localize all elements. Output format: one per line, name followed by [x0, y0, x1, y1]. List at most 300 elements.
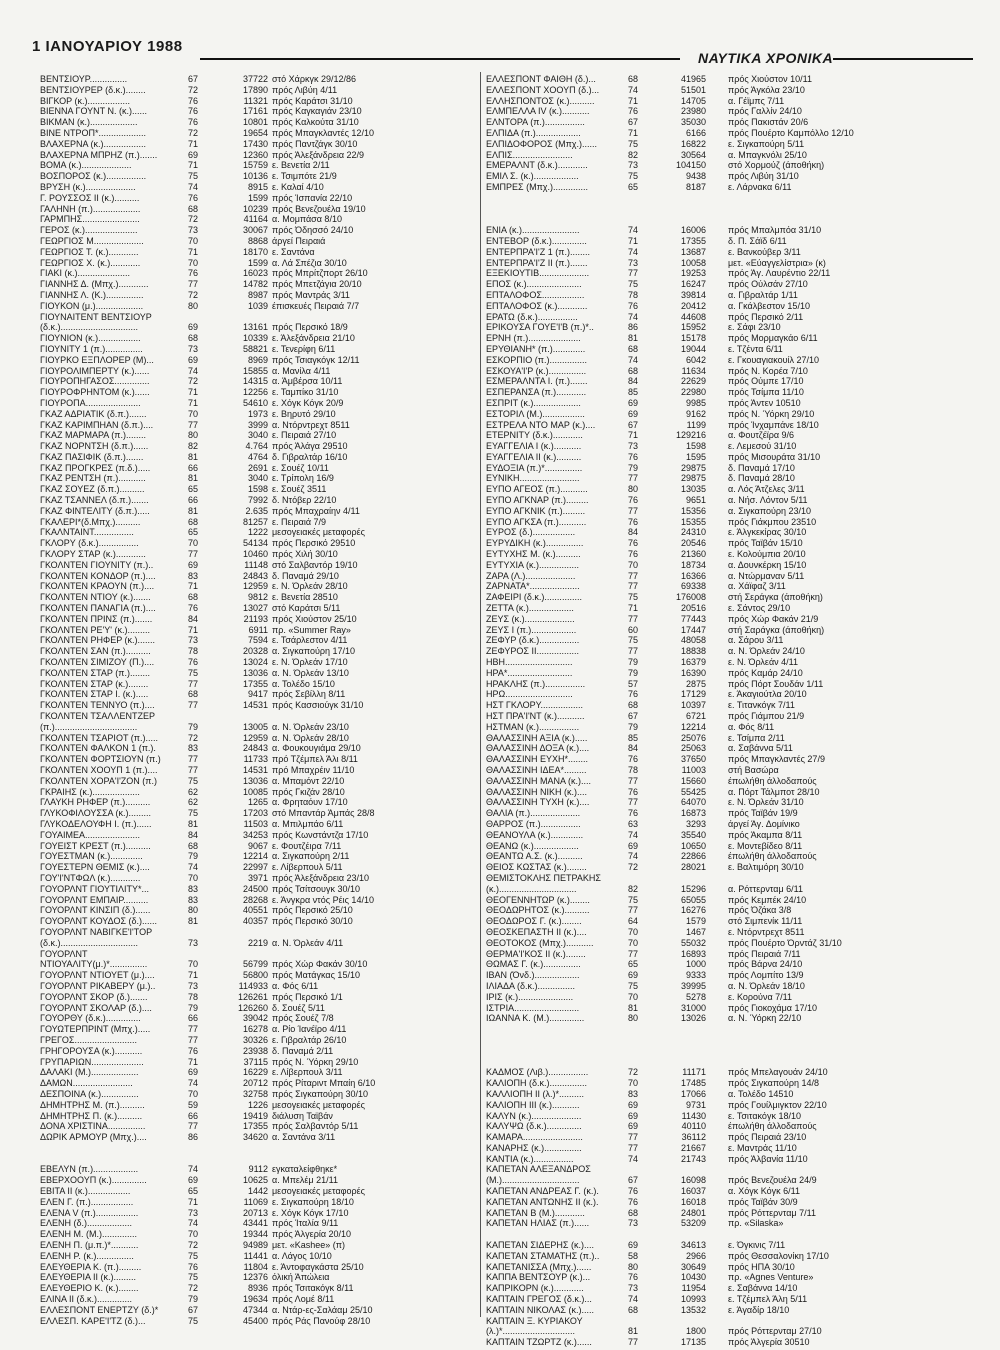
- tonnage: 37115: [243, 1056, 268, 1067]
- build-year: 73: [628, 1218, 639, 1229]
- ship-name: ΓΕΩΡΓΙΟΣ Χ. (κ.)............: [40, 257, 141, 268]
- ship-row: [486, 841, 981, 852]
- ship-position: ε. Σαντάνα: [272, 246, 315, 257]
- ship-name: ΓΡΥΠΑΡΙΩΝ.....................: [40, 1056, 144, 1067]
- build-year: 72: [188, 732, 199, 743]
- ship-row: [40, 905, 470, 916]
- ship-row: [40, 117, 470, 128]
- ship-name: ΕΛΛΕΣΠΟΝΤ ΕΝΕΡΤΖΥ (δ.)*: [40, 1304, 159, 1315]
- tonnage: 4.764: [245, 441, 268, 452]
- tonnage: 24500: [242, 883, 268, 894]
- ship-position: μετ. «Εύαγγελίστρια» (κ): [728, 257, 826, 268]
- ship-name: ΘΕΜΙΣΤΟΚΛΗΣ ΠΕΤΡΑΚΗΣ: [486, 872, 601, 883]
- tonnage: 13005: [242, 721, 268, 732]
- build-year: 77: [188, 1034, 199, 1045]
- build-year: 84: [188, 829, 199, 840]
- ship-name: ΚΑΔΜΟΣ (Λιβ.)................: [486, 1067, 589, 1078]
- ship-row: [486, 312, 981, 323]
- tonnage: 9162: [685, 408, 706, 419]
- ship-name: ΘΕΑΝΩ (κ.)..................: [486, 840, 579, 851]
- tonnage: 15296: [680, 883, 706, 894]
- ship-position: α. Σιγκαπούρη 17/10: [272, 646, 356, 657]
- ship-row: [40, 1100, 470, 1111]
- spacer: [486, 1024, 981, 1035]
- ship-name: ΚΑΠΕΤΑΝ ΑΛΕΞΑΝΔΡΟΣ: [486, 1164, 591, 1175]
- ship-row: [40, 1229, 470, 1240]
- ship-name: ΓΚΑΛΕΡΙ*(δ.Μπχ.)..........: [40, 516, 141, 527]
- ship-position: μετ. «Kashee» (π): [272, 1240, 345, 1251]
- build-year: 74: [188, 1164, 199, 1175]
- build-year: 69: [628, 840, 639, 851]
- ship-position: πρός Άλάγα 29510: [272, 441, 348, 452]
- ship-position: ε. Γκουαγιακουίλ 27/10: [728, 354, 820, 365]
- ship-row: [40, 1262, 470, 1273]
- tonnage: 41965: [680, 74, 706, 84]
- tonnage: 129216: [675, 430, 706, 441]
- tonnage: 13026: [680, 1013, 706, 1024]
- ship-position: ε. Βενετία 2/11: [272, 160, 330, 171]
- ship-name: ΕΛΛΕΣΠ. ΚΑΡΕ'Ι'ΤΖ (δ.)...: [40, 1315, 146, 1326]
- ship-name: ΓΚΟΛΝΤΕΝ ΣΤΑΡ (π.)........: [40, 667, 150, 678]
- build-year: 75: [188, 1250, 199, 1261]
- ship-name: (κ.)...............................: [486, 883, 577, 894]
- ship-name: ΕΛΝΤΟΡΑ (π.)................: [486, 117, 585, 128]
- ship-position: ε. Σουέζ 3511: [272, 484, 327, 495]
- ship-position: πρός Πειραιά 7/11: [728, 948, 801, 959]
- ship-row: [486, 1305, 981, 1316]
- tonnage: 37722: [242, 74, 268, 84]
- ship-row: [486, 657, 981, 668]
- ship-name: ΗΣΤ ΠΡΑ'Ι'ΝΤ (κ.)...........: [486, 711, 585, 722]
- build-year: 70: [628, 1078, 639, 1089]
- build-year: 72: [628, 862, 639, 873]
- ship-position: α. Ν. Όρλεάν 23/10: [272, 721, 349, 732]
- tonnage: 45400: [242, 1315, 268, 1326]
- ship-name: ΕΣΠΡΙΤ (κ.)...................: [486, 397, 581, 408]
- ship-name: ΓΚΑΖ ΡΕΝΤΣΗ (π.)...........: [40, 473, 146, 484]
- ship-position: α. Γκάλβεστον 15/10: [728, 300, 810, 311]
- build-year: 76: [628, 538, 639, 549]
- tonnage: 3999: [247, 419, 268, 430]
- build-year: 58: [628, 1250, 639, 1261]
- ship-position: πρός Ράς Πανούφ 28/10: [272, 1315, 371, 1326]
- ship-name: ΕΡΑΤΩ (δ.κ.)................: [486, 311, 578, 322]
- build-year: 81: [188, 818, 199, 829]
- ship-position: πρός Ματάγκας 15/10: [272, 970, 360, 981]
- ship-name: ΓΚΟΛΝΤΕΝ ΤΣΑΡΙΟΤ (π.).....: [40, 732, 158, 743]
- ship-row: [486, 1218, 981, 1229]
- ship-name: ΚΑΛΙΟΠΗ ΙΙΙ (κ.)...........: [486, 1099, 580, 1110]
- ship-row: [486, 614, 981, 625]
- ship-name: ΓΟΥΟΡΛΝΤ ΝΤΙΟΥΕΤ (μ.)....: [40, 970, 155, 981]
- build-year: 70: [188, 257, 199, 268]
- ship-name: ΓΚΛΟΡΥ ΣΤΑΡ (κ.)............: [40, 549, 146, 560]
- tonnage: 24310: [680, 527, 706, 538]
- ship-row: [40, 473, 470, 484]
- build-year: 76: [188, 268, 199, 279]
- tonnage: 18734: [680, 559, 706, 570]
- ship-name: ΕΛΕΝΗ Μ. (Μ.)..............: [40, 1229, 138, 1240]
- build-year: 77: [628, 1132, 639, 1143]
- ship-position: πρός Χιούστον 10/11: [728, 74, 812, 84]
- ship-name: ΘΕΑΝΤΩ Α.Σ. (κ.)..........: [486, 851, 583, 862]
- ship-position: μεσογειακές μεταφορές: [272, 527, 365, 538]
- ship-position: πρός Περσικό 2/11: [728, 311, 804, 322]
- ship-row: [486, 776, 981, 787]
- ship-row: [40, 895, 470, 906]
- ship-position: πρός Χώρ Φακάν 21/9: [728, 613, 819, 624]
- ship-row: [486, 117, 981, 128]
- tonnage: 10993: [680, 1294, 706, 1305]
- ship-name: ΘΩΜΑΣ Γ. (κ.)...............: [486, 959, 581, 970]
- tonnage: 1598: [685, 441, 706, 452]
- build-year: 85: [628, 387, 639, 398]
- ship-name: ΓΙΑΝΝΗΣ Λ. (Κ.)...............: [40, 289, 144, 300]
- ship-name: ΚΑΜΑΡΑ........................: [486, 1132, 583, 1143]
- tonnage: 1579: [685, 916, 706, 927]
- build-year: 62: [188, 797, 199, 808]
- ship-name: ΓΟΥΕΙΣΤ ΚΡΕΣΤ (π.)..........: [40, 840, 151, 851]
- ship-name: ΕΒΕΡΧΟΟΥΠ (κ.)..............: [40, 1175, 147, 1186]
- ship-name: ΓΚΑΖ ΤΣΑΝΝΕΛ (δ.π.).......: [40, 495, 149, 506]
- ship-name: ΗΡΩ...........................: [486, 689, 573, 700]
- ship-position: πρός Χιλή 30/10: [272, 549, 338, 560]
- ship-position: δ. Παναμά 2/11: [272, 1045, 334, 1056]
- tonnage: 1595: [685, 451, 706, 462]
- tonnage: 39995: [680, 980, 706, 991]
- spacer: [486, 1046, 981, 1057]
- ship-row: [486, 787, 981, 798]
- tonnage: 17890: [242, 84, 268, 95]
- ship-position: πρός Τσίμπα 11/10: [728, 387, 804, 398]
- build-year: 71: [188, 970, 199, 981]
- ship-row: [40, 1024, 470, 1035]
- ship-name: ΓΙΟΥΡΟΠΗΓΑΣΟΣ..............: [40, 376, 150, 387]
- ship-row: [486, 366, 981, 377]
- ship-row: [486, 484, 981, 495]
- ship-position: πρός Βάρνα 24/10: [728, 959, 803, 970]
- build-year: 74: [188, 862, 199, 873]
- ship-position: α. Λός Άτζελες 3/11: [728, 484, 805, 495]
- ship-row: [40, 765, 470, 776]
- ship-row: [40, 959, 470, 970]
- build-year: 76: [188, 1045, 199, 1056]
- build-year: 69: [188, 1067, 199, 1078]
- ship-name: ΕΥΠΟ ΑΓΚΣΑ (π.)...........: [486, 516, 587, 527]
- ship-position: πρός Άγκόλα 23/10: [728, 84, 805, 95]
- build-year: 68: [628, 700, 639, 711]
- ship-row: [40, 743, 470, 754]
- tonnage: 11503: [243, 818, 268, 829]
- build-year: 81: [628, 333, 639, 344]
- ship-row: [40, 527, 470, 538]
- ship-position: πρός Άλβανία 11/10: [728, 1153, 808, 1164]
- ship-row: [40, 214, 470, 225]
- ship-position: ε. Σιγκαπούρη 18/10: [272, 1196, 354, 1207]
- ship-position: α. Πόρτ Τάλμποτ 28/10: [728, 786, 820, 797]
- ship-row: [40, 1240, 470, 1251]
- ship-name: ΓΟΥΟΡΘΥ (δ.κ.)..............: [40, 1013, 141, 1024]
- ship-row: [40, 679, 470, 690]
- ship-row: [40, 722, 470, 733]
- build-year: 70: [188, 872, 199, 883]
- ship-position: ε. Σαβάννα 14/10: [728, 1283, 798, 1294]
- build-year: 74: [628, 225, 639, 236]
- build-year: 80: [628, 484, 639, 495]
- ship-position: πρός Σιγκαπούρη 30/10: [272, 1088, 368, 1099]
- ship-position: πρός Ούμπε 17/10: [728, 376, 804, 387]
- build-year: 66: [188, 1110, 199, 1121]
- ship-row: [40, 1251, 470, 1262]
- build-year: 79: [628, 462, 639, 473]
- ship-name: ΕΜΠΡΕΣ (Μπχ.)..............: [486, 181, 589, 192]
- ship-name: ΖΑΡΝΑΤΑ*....................: [486, 581, 580, 592]
- tonnage: 6721: [685, 711, 706, 722]
- tonnage: 11954: [681, 1283, 706, 1294]
- build-year: 68: [188, 689, 199, 700]
- ship-position: πρός Ίταλία 9/11: [272, 1218, 339, 1229]
- build-year: 82: [628, 149, 639, 160]
- build-year: 75: [188, 667, 199, 678]
- ship-row: [40, 592, 470, 603]
- build-year: 77: [188, 1121, 199, 1132]
- ship-row: [486, 322, 981, 333]
- ship-name: ΓΟΥΩΤΕΡΠΡΙΝΤ (Μπχ.).....: [40, 1024, 151, 1035]
- ship-name: ΓΚΟΛΝΤΕΝ ΦΑΛΚΟΝ 1 (π.).: [40, 743, 156, 754]
- ship-row: [486, 1272, 981, 1283]
- ship-row: [486, 527, 981, 538]
- ship-position: α. Γέϊμπς 7/11: [728, 95, 785, 106]
- tonnage: 7594: [247, 635, 268, 646]
- build-year: 77: [188, 765, 199, 775]
- build-year: 69: [628, 408, 639, 419]
- tonnage: 30649: [680, 1261, 706, 1272]
- ship-row: [40, 128, 470, 139]
- ship-name: ΘΕΑΝΟΥΛΑ (κ.).............: [486, 829, 584, 840]
- ship-name: ΒΟΣΠΟΡΟΣ (κ.)................: [40, 171, 147, 182]
- ship-position: ε. Άλεξάνδρεια 21/10: [272, 333, 355, 344]
- tonnage: 16098: [680, 1175, 706, 1186]
- ship-position: ε. Ντόρντρεχτ 8511: [728, 926, 805, 937]
- ship-row: [486, 808, 981, 819]
- ship-row: [40, 646, 470, 657]
- ship-position: πρός Τσιαγκόγκ 12/11: [272, 354, 360, 365]
- tonnage: 2875: [685, 678, 706, 689]
- build-year: 73: [188, 343, 199, 354]
- tonnage: 7992: [247, 495, 268, 506]
- build-year: 68: [628, 343, 639, 354]
- ship-row: [40, 700, 470, 711]
- build-year: 73: [188, 980, 199, 991]
- build-year: 69: [188, 1175, 199, 1186]
- ship-row: [486, 441, 981, 452]
- ship-row: [40, 74, 470, 85]
- tonnage: 17485: [680, 1078, 706, 1089]
- ship-name: ΕΛΜΠΕΛΛΑ IV (κ.)...........: [486, 106, 590, 117]
- ship-name: ΚΑΠΤΑΙΝ ΤΖΩΡΤΖ (κ.)......: [486, 1337, 592, 1348]
- tonnage: 10058: [680, 257, 706, 268]
- ship-row: [486, 862, 981, 873]
- ship-position: ε. Κορούνα 7/11: [728, 991, 793, 1002]
- build-year: 71: [188, 581, 199, 592]
- ship-name: ΕΛΠΙΔΑ (π.)..................: [486, 127, 581, 138]
- ship-position: πρός Σουέζ 7/8: [272, 1013, 334, 1024]
- tonnage: 1599: [247, 257, 268, 268]
- ship-row: [40, 1089, 470, 1100]
- ship-row: [486, 355, 981, 366]
- tonnage: 16893: [680, 948, 706, 959]
- ship-name: ΓΑΛΗΝΗ (π.)...................: [40, 203, 141, 214]
- ship-row: [40, 938, 470, 949]
- build-year: 71: [628, 127, 639, 138]
- build-year: 76: [188, 657, 199, 668]
- ship-row: [486, 74, 981, 85]
- tonnage: 1039: [247, 300, 268, 311]
- tonnage: 20328: [242, 646, 268, 657]
- ship-position: ε. Σάφι 23/10: [728, 322, 781, 333]
- ship-name: ΕΝΤΕΒΟΡ (δ.κ.)..............: [486, 235, 587, 246]
- ship-position: πρός Τσιτακόγκ 8/11: [272, 1283, 354, 1294]
- ship-position: πρός Βενεζουέλα 19/10: [272, 203, 366, 214]
- ship-row: [486, 1013, 981, 1024]
- ship-name: ΓΟΥΕΣΤΜΑΝ (κ.).............: [40, 851, 143, 862]
- ship-row: [40, 312, 470, 323]
- ship-position: α. Σαντάνα 3/11: [272, 1132, 336, 1143]
- ship-row: [486, 106, 981, 117]
- ship-row: [40, 182, 470, 193]
- ship-position: πρός Ν. Ύόρκη 29/10: [728, 408, 815, 419]
- ship-name: ΕΛΛΕΣΠΟΝΤ ΦΑΙΘΗ (δ.)...: [486, 74, 596, 84]
- tonnage: 17203: [242, 808, 268, 819]
- ship-position: έπωλήθη άλλοδαπούς: [728, 851, 817, 862]
- ship-position: α. Ντώρμαναν 5/11: [728, 570, 805, 581]
- ship-position: ε. Πειραιά 27/10: [272, 430, 337, 441]
- build-year: 83: [188, 894, 199, 905]
- ship-row: [486, 592, 981, 603]
- ship-name: ΓΟΥ'Ι'ΝΤΦΩΛ (κ.)............: [40, 872, 141, 883]
- build-year: 77: [188, 754, 199, 765]
- ship-row: [486, 905, 981, 916]
- build-year: 77: [628, 268, 639, 279]
- tonnage: 35030: [680, 117, 706, 128]
- ship-position: δ. Γιβραλτάρ 16/10: [272, 451, 348, 462]
- tonnage: 16278: [242, 1024, 268, 1035]
- ship-row: [486, 970, 981, 981]
- ship-position: ε. Σιγκαπούρη 5/11: [728, 138, 805, 149]
- ship-position: πρός Περσικό 1/1: [272, 991, 343, 1002]
- tonnage: 22997: [242, 862, 268, 873]
- tonnage: 54610: [242, 397, 268, 408]
- ship-position: πρός Ρίταριντ Μπαίη 6/10: [272, 1078, 376, 1089]
- ship-name: ΘΑΛΑΣΣΙΝΗ ΝΙΚΗ (κ.)....: [486, 786, 587, 797]
- tonnage: 11733: [243, 754, 268, 765]
- ship-row: [486, 959, 981, 970]
- ship-name: ΓΙΟΥΝΙΟΝ (κ.).................: [40, 333, 141, 344]
- build-year: 77: [628, 473, 639, 484]
- ship-position: στό Μπαντάρ Άμπάς 28/8: [272, 808, 375, 819]
- build-year: 69: [628, 970, 639, 981]
- ship-name: ΓΚΑΖ ΣΟΥΕΖ (δ.π.)..........: [40, 484, 145, 495]
- spacer: [486, 1035, 981, 1046]
- ship-position: ε. Ταμπίκο 31/10: [272, 387, 339, 398]
- ship-position: πρός Καμάρ 24/10: [728, 667, 803, 678]
- ship-position: δ. Π. Σάϊδ 6/11: [728, 235, 787, 246]
- tonnage: 20712: [242, 1078, 268, 1089]
- ship-row: [40, 916, 470, 927]
- tonnage: 9067: [247, 840, 268, 851]
- ship-position: πρός Σαλβαντόρ 5/11: [272, 1121, 359, 1132]
- build-year: 76: [628, 754, 639, 765]
- ship-row: [40, 366, 470, 377]
- ship-name: ΓΚΟΛΝΤΕΝ ΡΗΦΕΡ (κ.).......: [40, 635, 156, 646]
- ship-row: [40, 409, 470, 420]
- ship-row: [40, 581, 470, 592]
- ship-row: [40, 1218, 470, 1229]
- ship-row: [40, 376, 470, 387]
- tonnage: 13687: [680, 246, 706, 257]
- tonnage: 5278: [685, 991, 706, 1002]
- ship-name: ΓΚΟΛΝΤΕΝ ΠΡΙΝΣ (π.).......: [40, 613, 153, 624]
- build-year: 62: [188, 786, 199, 797]
- build-year: 78: [628, 289, 639, 300]
- tonnage: 9651: [685, 495, 706, 506]
- tonnage: 10650: [680, 840, 706, 851]
- ship-row: [486, 517, 981, 528]
- ship-position: ε. Ν. Όρλεάν 31/10: [728, 797, 804, 808]
- ship-name: (λ.)*.............................: [486, 1326, 576, 1337]
- ship-row: [40, 1132, 470, 1143]
- ship-name: ΕΛΕΥΘΕΡΙΟ Κ. (κ.)........: [40, 1283, 139, 1294]
- tonnage: 94989: [242, 1240, 268, 1251]
- build-year: 70: [188, 1229, 199, 1240]
- ship-row: [40, 1164, 470, 1175]
- ship-name: ΓΚΡΑΙΗΣ (κ.)...................: [40, 786, 140, 797]
- ship-name: (δ.κ.)...............................: [40, 322, 139, 333]
- ship-position: πρ. «Summer Ray»: [272, 624, 351, 635]
- ship-row: [486, 344, 981, 355]
- build-year: 77: [628, 948, 639, 959]
- tonnage: 16229: [242, 1067, 268, 1078]
- tonnage: 8868: [247, 235, 268, 246]
- tonnage: 1199: [686, 419, 706, 430]
- build-year: 75: [188, 171, 199, 182]
- ship-row: [40, 225, 470, 236]
- build-year: 73: [628, 257, 639, 268]
- build-year: 77: [628, 775, 639, 786]
- ship-name: ΒΡΥΣΗ (κ.)....................: [40, 181, 136, 192]
- ship-position: ε. Σουέζ 10/11: [272, 462, 329, 473]
- build-year: 76: [188, 192, 199, 203]
- tonnage: 12376: [242, 1272, 268, 1283]
- ship-row: [40, 797, 470, 808]
- ship-row: [486, 1262, 981, 1273]
- build-year: 72: [188, 127, 199, 138]
- ship-name: ΓΚΑΖ ΚΑΡΙΜΠΗΑΝ (δ.π.)....: [40, 419, 154, 430]
- build-year: 70: [628, 991, 639, 1002]
- ship-name: ΘΑΛΑΣΣΙΝΗ ΙΔΕΑ*.........: [486, 765, 587, 775]
- ship-row: [40, 625, 470, 636]
- build-year: 73: [188, 225, 199, 236]
- ship-position: πρός Ρόττερνταμ 27/10: [728, 1326, 822, 1337]
- tonnage: 55032: [680, 937, 706, 948]
- ship-row: [40, 517, 470, 528]
- build-year: 77: [188, 279, 199, 290]
- ship-name: ΔΩΡΙΚ ΑΡΜΟΥΡ (Μπχ.)....: [40, 1132, 147, 1143]
- ship-position: στή Βασώρα: [728, 765, 779, 775]
- ship-row: [40, 268, 470, 279]
- ship-position: άργεί Πειραιά: [272, 235, 326, 246]
- ship-row: [40, 247, 470, 258]
